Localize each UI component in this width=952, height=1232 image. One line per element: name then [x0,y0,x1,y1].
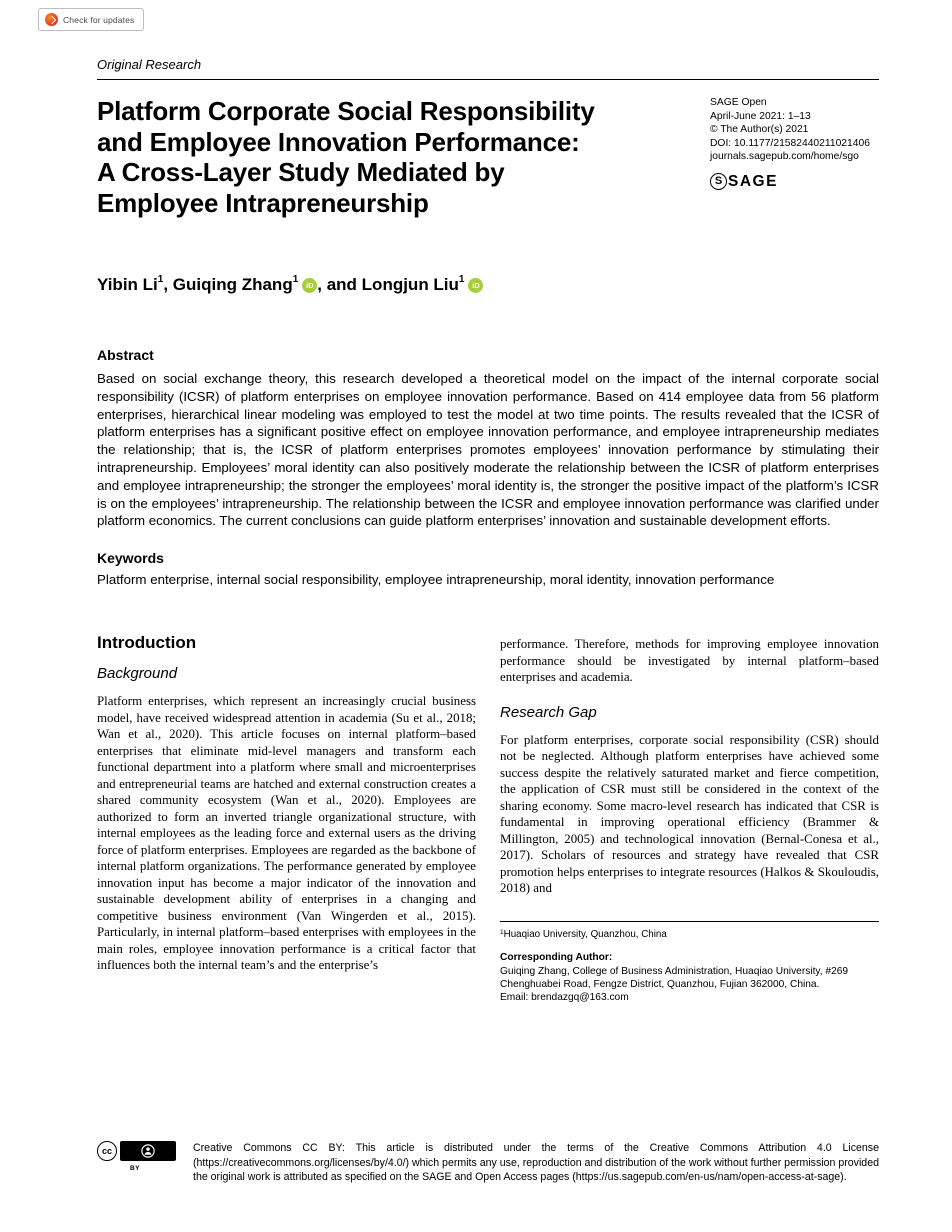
corresponding-author-label: Corresponding Author: [500,951,613,963]
research-gap-heading: Research Gap [500,703,597,721]
journal-copyright: © The Author(s) 2021 [710,124,809,136]
title-line: Platform Corporate Social Responsibility [97,96,595,126]
author-name: Guiqing Zhang [172,275,293,294]
header-rule [97,79,879,80]
check-for-updates-label: Check for updates [63,14,135,25]
background-heading: Background [97,665,178,683]
author-byline [97,275,879,295]
sage-logo-s-icon: S [710,173,727,190]
title-line: and Employee Innovation Performance: [97,126,580,157]
cc-badge-row [97,1141,181,1161]
article-title [97,96,697,218]
author-affiliation-sup: 1 [157,273,164,285]
left-column [97,633,476,1005]
sage-logo-wordmark: SAGE [728,172,778,190]
cc-by-badge [97,1141,181,1177]
author-name: Longjun Liu [361,275,459,294]
background-paragraph: Platform enterprises, which represent an increasingly crucial business model, have received widespread attention in academia (Su et al., 2018; Wan et al., 2020). This article focuses on internal platform–based enterprises that eliminate mid-level managers and transform each functional department into a platform where small and microenterprises and entrepreneurial teams are hatched and external construction creates a shared community ecosystem (Wan et al., 2020). Employees are authorized to form an inverted triangle organizational structure, with internal employees as the leading force and external users as the driving force of platform enterprises. Employees are regarded as the backbone of internal platform organizations. The performance generated by employee innovation input has become a major indicator of the innovation and sustainable development ability of enterprises in a changing and competitive business environment (Van Wingerden et al., 2015). Particularly, in internal platform–based enterprises with employees in the main roles, employee innovation performance is a critical factor that influences both the internal team’s and the enterprise’s [97,694,476,973]
journal-info [710,96,879,218]
cc-icon: cc [97,1141,117,1161]
author-affiliation-sup: 1 [292,273,299,285]
title-row [97,96,879,218]
keywords-heading: Keywords [97,550,164,567]
author-affiliation [500,929,879,940]
corresponding-author-address: Guiqing Zhang, College of Business Administration, Huaqiao University, #269 Chenghuabei Road, Fengze District, Quanzhou, Fujian 362000, China. [500,965,849,991]
cc-person-icon [120,1141,176,1161]
two-column-body [97,633,879,1005]
affiliation-sup: 1 [500,928,504,936]
journal-homepage-link[interactable]: journals.sagepub.com/home/sgo [710,151,859,163]
author-separator: , and [317,275,362,294]
right-column [500,633,879,1005]
title-line: A Cross-Layer Study Mediated by [97,157,505,187]
orcid-icon[interactable]: iD [468,278,483,293]
journal-issue: April-June 2021: 1–13 [710,110,811,122]
cc-by-label: BY [129,1165,141,1172]
research-gap-paragraph: For platform enterprises, corporate social responsibility (CSR) should not be neglected. Although platform enterprises have achieved some success despite the relatively saturated market and fierce competition, the application of CSR must still be considered in the context of the sharing economy. Some macro-level research has indicated that CSR is fundamental in improving operational efficiency (Brammer & Millington, 2005) and technological innovation (Bernal-Conesa et al., 2017). Scholars of resources and strategy have revealed that CSR promotion helps enterprises to integrate resources (Halkos & Skouloudis, 2018) and [500,732,879,896]
sage-logo [710,173,879,190]
abstract-text: Based on social exchange theory, this research developed a theoretical model on the impact of the internal corporate social responsibility (ICSR) of platform enterprises on employee innovation performance. Based on 414 employee data from 56 platform enterprises, hierarchical linear modeling was employed to test the model at two time points. The results revealed that the ICSR of platform enterprises has a significant positive effect on employee innovation performance, and employee intrapreneurship mediates the relationship; that is, the ICSR of platform enterprises promotes employees’ innovation performance by stimulating their intrapreneurship. Employees’ moral identity can also positively moderate the relationship between the ICSR of platform enterprises and employee intrapreneurship; the stronger the employees’ moral identity is, the stronger the positive impact of the platform’s ICSR is on the employees’ intrapreneurship. The relationship between the ICSR and employee innovation performance was clarified under platform economics. The current conclusions can guide platform enterprises’ innovation and sustainable development efforts. [97,371,879,529]
orcid-icon[interactable]: iD [302,278,317,293]
page-content [97,0,879,1005]
keywords-text: Platform enterprise, internal social responsibility, employee intrapreneurship, moral identity, innovation performance [97,572,775,588]
corresponding-author-email-link[interactable]: Email: brendazgq@163.com [500,992,629,1004]
author-separator: , [163,275,173,294]
license-block [97,1141,879,1185]
author-name: Yibin Li [97,275,158,294]
abstract-heading: Abstract [97,347,154,363]
continuation-paragraph: performance. Therefore, methods for improving employee innovation performance should be investigated by internal platform–based enterprises and academia. [500,637,879,685]
license-text: Creative Commons CC BY: This article is distributed under the terms of the Creative Commons Attribution 4.0 License (https://creativecommons.org/licenses/by/4.0/) which permits any use, reproduction and distribution of the work without further permission provided the original work is attributed as specified on the SAGE and Open Access pages (https://us.sagepub.com/en-us/nam/open-access-at-sage). [193,1142,879,1184]
author-affiliation-sup: 1 [458,273,465,285]
crossmark-icon [45,13,58,26]
journal-doi: DOI: 10.1177/21582440211021406 [710,137,870,149]
title-line: Employee Intrapreneurship [97,187,429,218]
footnote-block [500,921,879,1005]
journal-name: SAGE Open [710,97,767,108]
article-category: Original Research [97,57,202,72]
introduction-heading: Introduction [97,633,197,653]
affiliation-text: Huaqiao University, Quanzhou, China [503,928,667,940]
